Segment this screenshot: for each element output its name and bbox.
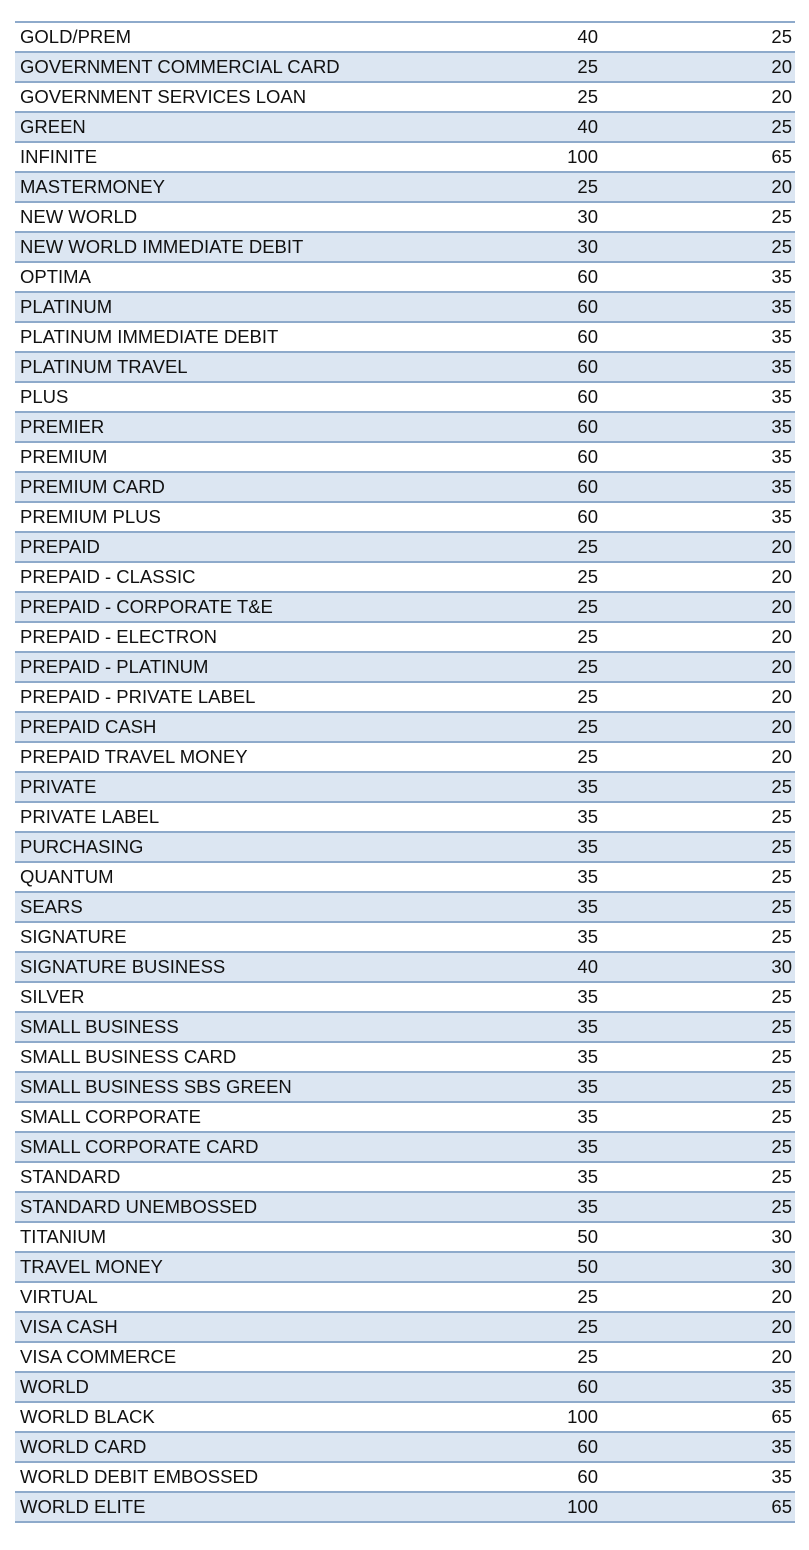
card-type-cell: PREMIUM CARD — [15, 472, 455, 502]
rate-column-2-cell: 20 — [598, 82, 795, 112]
rate-column-2-cell: 35 — [598, 412, 795, 442]
rate-column-1-cell: 60 — [455, 382, 598, 412]
rate-column-2-cell: 25 — [598, 1102, 795, 1132]
card-type-cell: PLATINUM IMMEDIATE DEBIT — [15, 322, 455, 352]
table-row — [15, 1372, 795, 1402]
table-row — [15, 982, 795, 1012]
card-rate-table-container — [15, 23, 795, 1523]
table-row — [15, 1282, 795, 1312]
card-type-cell: TITANIUM — [15, 1222, 455, 1252]
table-row — [15, 1252, 795, 1282]
rate-column-1-cell: 25 — [455, 682, 598, 712]
rate-column-1-cell: 35 — [455, 1102, 598, 1132]
card-type-cell: TRAVEL MONEY — [15, 1252, 455, 1282]
rate-column-1-cell: 25 — [455, 532, 598, 562]
rate-column-1-cell: 25 — [455, 622, 598, 652]
rate-column-2-cell: 35 — [598, 322, 795, 352]
table-row — [15, 1492, 795, 1522]
table-row — [15, 442, 795, 472]
rate-column-1-cell: 60 — [455, 262, 598, 292]
rate-column-2-cell: 25 — [598, 1042, 795, 1072]
table-row — [15, 532, 795, 562]
card-type-cell: PRIVATE LABEL — [15, 802, 455, 832]
rate-column-1-cell: 35 — [455, 892, 598, 922]
rate-column-2-cell: 25 — [598, 862, 795, 892]
card-type-cell: SMALL CORPORATE — [15, 1102, 455, 1132]
card-type-cell: SIGNATURE BUSINESS — [15, 952, 455, 982]
rate-column-2-cell: 25 — [598, 1072, 795, 1102]
table-row — [15, 23, 795, 52]
rate-column-1-cell: 60 — [455, 412, 598, 442]
table-row — [15, 1342, 795, 1372]
rate-column-2-cell: 20 — [598, 1282, 795, 1312]
rate-column-1-cell: 25 — [455, 52, 598, 82]
card-type-cell: PREMIUM PLUS — [15, 502, 455, 532]
card-type-cell: OPTIMA — [15, 262, 455, 292]
rate-column-2-cell: 25 — [598, 1132, 795, 1162]
rate-column-2-cell: 25 — [598, 112, 795, 142]
table-row — [15, 1132, 795, 1162]
rate-column-2-cell: 35 — [598, 352, 795, 382]
rate-column-2-cell: 25 — [598, 232, 795, 262]
rate-column-2-cell: 25 — [598, 802, 795, 832]
card-type-cell: PLATINUM — [15, 292, 455, 322]
table-row — [15, 382, 795, 412]
table-row — [15, 772, 795, 802]
card-type-cell: PREPAID - ELECTRON — [15, 622, 455, 652]
rate-column-2-cell: 35 — [598, 472, 795, 502]
rate-column-1-cell: 35 — [455, 1132, 598, 1162]
rate-column-1-cell: 25 — [455, 82, 598, 112]
card-type-cell: VISA CASH — [15, 1312, 455, 1342]
rate-column-1-cell: 35 — [455, 1192, 598, 1222]
rate-column-2-cell: 25 — [598, 1192, 795, 1222]
table-row — [15, 322, 795, 352]
card-type-cell: SMALL CORPORATE CARD — [15, 1132, 455, 1162]
rate-column-2-cell: 35 — [598, 502, 795, 532]
card-type-cell: INFINITE — [15, 142, 455, 172]
rate-column-2-cell: 30 — [598, 1252, 795, 1282]
rate-column-2-cell: 20 — [598, 682, 795, 712]
rate-column-2-cell: 35 — [598, 292, 795, 322]
rate-column-1-cell: 35 — [455, 1012, 598, 1042]
table-row — [15, 922, 795, 952]
card-type-cell: PREMIER — [15, 412, 455, 442]
table-row — [15, 802, 795, 832]
table-row — [15, 1312, 795, 1342]
table-row — [15, 292, 795, 322]
card-type-cell: SIGNATURE — [15, 922, 455, 952]
rate-column-1-cell: 35 — [455, 922, 598, 952]
table-row — [15, 142, 795, 172]
card-type-cell: PLUS — [15, 382, 455, 412]
rate-column-1-cell: 25 — [455, 1312, 598, 1342]
rate-column-1-cell: 35 — [455, 832, 598, 862]
rate-column-2-cell: 20 — [598, 622, 795, 652]
card-type-cell: PREPAID TRAVEL MONEY — [15, 742, 455, 772]
card-type-cell: WORLD BLACK — [15, 1402, 455, 1432]
rate-column-1-cell: 35 — [455, 1072, 598, 1102]
table-row — [15, 1102, 795, 1132]
card-type-cell: VIRTUAL — [15, 1282, 455, 1312]
card-type-cell: PREPAID — [15, 532, 455, 562]
table-row — [15, 862, 795, 892]
table-row — [15, 172, 795, 202]
card-type-cell: PREPAID CASH — [15, 712, 455, 742]
rate-column-1-cell: 40 — [455, 23, 598, 52]
table-row — [15, 682, 795, 712]
card-type-cell: SEARS — [15, 892, 455, 922]
card-type-cell: SILVER — [15, 982, 455, 1012]
rate-column-2-cell: 65 — [598, 142, 795, 172]
rate-column-2-cell: 25 — [598, 202, 795, 232]
rate-column-1-cell: 25 — [455, 1282, 598, 1312]
card-type-cell: SMALL BUSINESS CARD — [15, 1042, 455, 1072]
rate-column-2-cell: 20 — [598, 742, 795, 772]
rate-column-2-cell: 25 — [598, 1162, 795, 1192]
table-row — [15, 232, 795, 262]
rate-column-2-cell: 25 — [598, 892, 795, 922]
card-type-cell: VISA COMMERCE — [15, 1342, 455, 1372]
rate-column-2-cell: 20 — [598, 532, 795, 562]
rate-column-2-cell: 35 — [598, 382, 795, 412]
table-row — [15, 352, 795, 382]
rate-column-2-cell: 65 — [598, 1492, 795, 1522]
card-type-cell: PURCHASING — [15, 832, 455, 862]
rate-column-2-cell: 35 — [598, 262, 795, 292]
table-row — [15, 1402, 795, 1432]
rate-column-2-cell: 20 — [598, 652, 795, 682]
card-type-cell: WORLD DEBIT EMBOSSED — [15, 1462, 455, 1492]
rate-column-2-cell: 20 — [598, 562, 795, 592]
card-type-cell: STANDARD UNEMBOSSED — [15, 1192, 455, 1222]
table-top-border — [15, 21, 795, 23]
rate-column-1-cell: 60 — [455, 292, 598, 322]
rate-column-2-cell: 30 — [598, 952, 795, 982]
table-row — [15, 1012, 795, 1042]
table-row — [15, 712, 795, 742]
table-row — [15, 652, 795, 682]
rate-column-1-cell: 25 — [455, 652, 598, 682]
card-type-cell: PREPAID - PRIVATE LABEL — [15, 682, 455, 712]
rate-column-1-cell: 25 — [455, 1342, 598, 1372]
rate-column-2-cell: 35 — [598, 1462, 795, 1492]
card-type-cell: MASTERMONEY — [15, 172, 455, 202]
rate-column-2-cell: 20 — [598, 52, 795, 82]
card-type-cell: GREEN — [15, 112, 455, 142]
table-body — [15, 23, 795, 1522]
rate-column-1-cell: 60 — [455, 1372, 598, 1402]
card-type-cell: SMALL BUSINESS SBS GREEN — [15, 1072, 455, 1102]
rate-column-1-cell: 60 — [455, 1432, 598, 1462]
rate-column-1-cell: 30 — [455, 202, 598, 232]
rate-column-2-cell: 20 — [598, 1312, 795, 1342]
rate-column-2-cell: 30 — [598, 1222, 795, 1252]
rate-column-2-cell: 35 — [598, 1432, 795, 1462]
rate-column-2-cell: 35 — [598, 442, 795, 472]
card-type-cell: GOVERNMENT COMMERCIAL CARD — [15, 52, 455, 82]
rate-column-1-cell: 25 — [455, 742, 598, 772]
rate-column-2-cell: 25 — [598, 23, 795, 52]
rate-column-2-cell: 25 — [598, 772, 795, 802]
rate-column-1-cell: 60 — [455, 502, 598, 532]
card-type-cell: NEW WORLD IMMEDIATE DEBIT — [15, 232, 455, 262]
card-type-cell: WORLD CARD — [15, 1432, 455, 1462]
rate-column-1-cell: 60 — [455, 322, 598, 352]
table-row — [15, 502, 795, 532]
table-row — [15, 112, 795, 142]
table-row — [15, 1432, 795, 1462]
table-row — [15, 892, 795, 922]
card-type-cell: GOVERNMENT SERVICES LOAN — [15, 82, 455, 112]
table-row — [15, 1222, 795, 1252]
table-row — [15, 52, 795, 82]
table-row — [15, 832, 795, 862]
rate-column-1-cell: 35 — [455, 1042, 598, 1072]
card-type-cell: NEW WORLD — [15, 202, 455, 232]
rate-column-1-cell: 60 — [455, 472, 598, 502]
card-type-cell: WORLD — [15, 1372, 455, 1402]
table-row — [15, 1042, 795, 1072]
rate-column-2-cell: 35 — [598, 1372, 795, 1402]
rate-column-1-cell: 60 — [455, 1462, 598, 1492]
rate-column-1-cell: 35 — [455, 982, 598, 1012]
rate-column-1-cell: 100 — [455, 1492, 598, 1522]
card-type-cell: WORLD ELITE — [15, 1492, 455, 1522]
rate-column-1-cell: 25 — [455, 712, 598, 742]
table-row — [15, 1462, 795, 1492]
rate-column-2-cell: 65 — [598, 1402, 795, 1432]
rate-column-1-cell: 40 — [455, 952, 598, 982]
table-row — [15, 1072, 795, 1102]
rate-column-2-cell: 20 — [598, 1342, 795, 1372]
rate-column-2-cell: 25 — [598, 982, 795, 1012]
rate-column-1-cell: 100 — [455, 1402, 598, 1432]
rate-column-1-cell: 25 — [455, 592, 598, 622]
rate-column-2-cell: 20 — [598, 172, 795, 202]
rate-column-2-cell: 25 — [598, 1012, 795, 1042]
rate-column-1-cell: 35 — [455, 802, 598, 832]
rate-column-1-cell: 35 — [455, 1162, 598, 1192]
rate-column-1-cell: 40 — [455, 112, 598, 142]
card-type-cell: PRIVATE — [15, 772, 455, 802]
card-rate-table — [15, 23, 795, 1523]
card-type-cell: GOLD/PREM — [15, 23, 455, 52]
rate-column-2-cell: 20 — [598, 592, 795, 622]
table-row — [15, 562, 795, 592]
table-row — [15, 262, 795, 292]
rate-column-2-cell: 25 — [598, 832, 795, 862]
table-row — [15, 472, 795, 502]
rate-column-1-cell: 30 — [455, 232, 598, 262]
rate-column-1-cell: 50 — [455, 1252, 598, 1282]
card-type-cell: PREPAID - CLASSIC — [15, 562, 455, 592]
table-row — [15, 1192, 795, 1222]
table-row — [15, 592, 795, 622]
table-row — [15, 742, 795, 772]
card-type-cell: PLATINUM TRAVEL — [15, 352, 455, 382]
rate-column-1-cell: 25 — [455, 562, 598, 592]
rate-column-1-cell: 25 — [455, 172, 598, 202]
card-type-cell: PREPAID - CORPORATE T&E — [15, 592, 455, 622]
table-row — [15, 1162, 795, 1192]
rate-column-1-cell: 60 — [455, 352, 598, 382]
rate-column-2-cell: 20 — [598, 712, 795, 742]
card-type-cell: PREMIUM — [15, 442, 455, 472]
rate-column-1-cell: 35 — [455, 772, 598, 802]
rate-column-1-cell: 50 — [455, 1222, 598, 1252]
card-type-cell: STANDARD — [15, 1162, 455, 1192]
table-row — [15, 202, 795, 232]
table-row — [15, 622, 795, 652]
card-type-cell: SMALL BUSINESS — [15, 1012, 455, 1042]
table-row — [15, 952, 795, 982]
card-type-cell: PREPAID - PLATINUM — [15, 652, 455, 682]
rate-column-1-cell: 100 — [455, 142, 598, 172]
card-type-cell: QUANTUM — [15, 862, 455, 892]
rate-column-2-cell: 25 — [598, 922, 795, 952]
table-row — [15, 412, 795, 442]
rate-column-1-cell: 35 — [455, 862, 598, 892]
table-row — [15, 82, 795, 112]
rate-column-1-cell: 60 — [455, 442, 598, 472]
